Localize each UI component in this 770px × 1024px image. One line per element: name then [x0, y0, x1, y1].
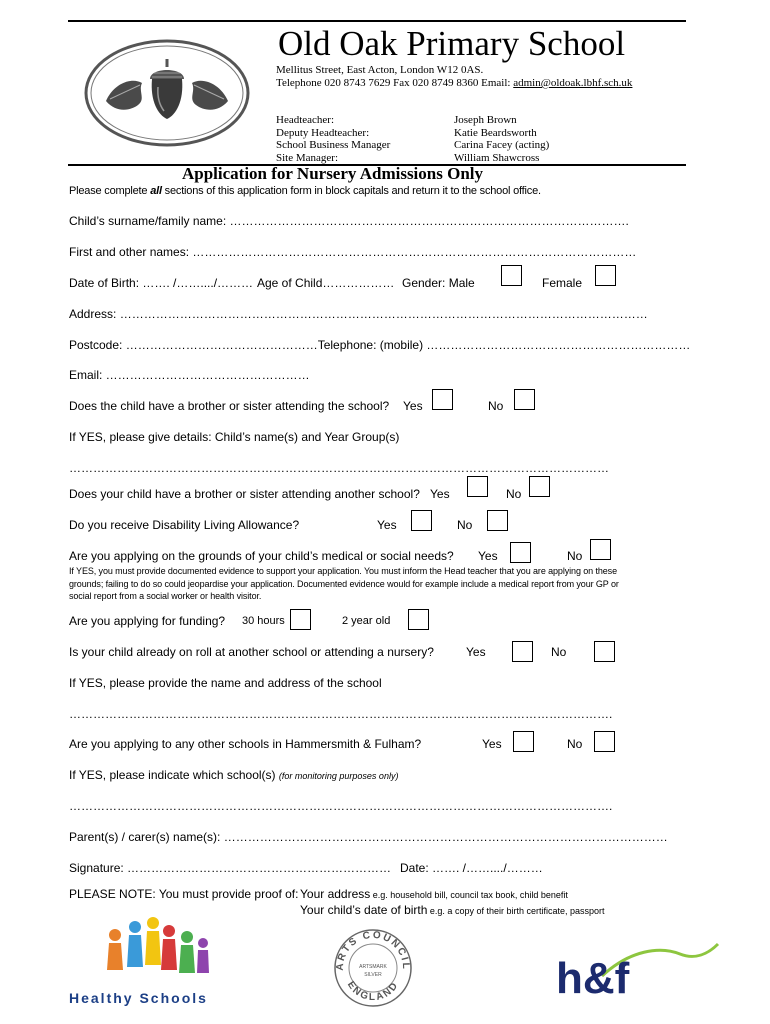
acorn-logo [84, 39, 250, 147]
artsmark-level-text: SILVER [364, 972, 382, 978]
staff-role: Site Manager: [276, 152, 339, 165]
healthy-schools-figures-icon [95, 915, 215, 990]
parents-field[interactable]: Parent(s) / carer(s) name(s): ………………………………………………………………………………………………… [69, 830, 668, 844]
medical-note-line: social report from a social worker or health visitor. [69, 591, 262, 601]
staff-name: Katie Beardsworth [454, 126, 537, 139]
sibling-no-checkbox[interactable] [514, 389, 535, 410]
on-roll-yes-checkbox[interactable] [512, 641, 533, 662]
on-roll-details-label: If YES, please provide the name and address of the school [69, 676, 382, 690]
on-roll-question: Is your child already on roll at another school or attending a nursery? [69, 645, 434, 659]
date-field[interactable]: Date: ……. /……..../……… [400, 861, 543, 875]
medical-no-checkbox[interactable] [590, 539, 611, 560]
no-label: No [567, 549, 583, 563]
form-title: Application for Nursery Admissions Only [182, 164, 484, 183]
hf-no-checkbox[interactable] [594, 731, 615, 752]
svg-text:ENGLAND [345, 979, 401, 1003]
yes-label: Yes [466, 645, 486, 659]
staff-name: Joseph Brown [454, 114, 517, 126]
dla-no-checkbox[interactable] [487, 510, 508, 531]
email-link[interactable]: admin@oldoak.lbhf.sch.uk [513, 77, 633, 89]
dob-field[interactable]: Date of Birth: ……. /……..../……… [69, 276, 254, 290]
staff-name: Carina Facey (acting) [454, 139, 550, 152]
dla-yes-checkbox[interactable] [411, 510, 432, 531]
female-checkbox[interactable] [595, 265, 616, 286]
on-roll-no-checkbox[interactable] [594, 641, 615, 662]
medical-note [69, 565, 619, 603]
artsmark-text: ARTSMARK [359, 964, 387, 970]
school-contact [276, 77, 632, 89]
staff-names [454, 114, 549, 165]
instructions-text: sections of this application form in block capitals and return it to the school office. [161, 185, 541, 197]
sibling-details-label: If YES, please give details: Child’s name(s) and Year Group(s) [69, 430, 400, 444]
funding-2-label: 2 year old [342, 615, 391, 627]
other-school-no-checkbox[interactable] [529, 476, 550, 497]
funding-question: Are you applying for funding? [69, 614, 226, 628]
hf-details-note: (for monitoring purposes only) [278, 771, 399, 781]
arts-council-bottom-text: ENGLAND [344, 979, 402, 1004]
hf-yes-checkbox[interactable] [513, 731, 534, 752]
yes-label: Yes [430, 487, 450, 501]
hf-question: Are you applying to any other schools in Hammersmith & Fulham? [69, 737, 422, 751]
postcode-phone-field[interactable]: Postcode: …………………………………………Telephone: (mobile) ………………………………………………………… [69, 338, 691, 352]
age-field[interactable]: Age of Child……………… [257, 276, 395, 290]
first-names-field[interactable]: First and other names: ………………………………………………………………………………………………… [69, 245, 637, 259]
arts-council-logo [333, 928, 413, 1008]
sibling-yes-checkbox[interactable] [432, 389, 453, 410]
school-name: Old Oak Primary School [278, 24, 626, 63]
no-label: No [506, 487, 522, 501]
no-label: No [488, 399, 504, 413]
on-roll-details-line[interactable]: ………………………………………………………………………………………………………………………. [69, 707, 613, 721]
proof-dob [300, 903, 605, 917]
contact-text: Telephone 020 8743 7629 Fax 020 8749 8360 Email: [276, 77, 514, 89]
medical-note-line: grounds; failing to do so could jeopardise your application. Documented evidence would for example include a medical report from your GP or [69, 578, 619, 589]
proof-address [300, 887, 568, 901]
proof-address-examples: e.g. household bill, council tax book, child benefit [370, 890, 568, 900]
hf-logo: h&f [556, 954, 630, 1003]
instructions-text: Please complete [69, 185, 151, 197]
dla-question: Do you receive Disability Living Allowance? [69, 518, 300, 532]
proof-address-label: Your address [300, 887, 371, 901]
sibling-details-line[interactable]: ……………………………………………………………………………………………………………………… [69, 461, 609, 475]
proof-note [69, 887, 298, 901]
proof-dob-examples: e.g. a copy of their birth certificate, passport [427, 906, 605, 916]
proof-note-label: PLEASE NOTE: You must provide proof of: [69, 887, 299, 901]
address-field[interactable]: Address: …………………………………………………………………………………………………………………… [69, 307, 648, 321]
medical-question: Are you applying on the grounds of your child’s medical or social needs? [69, 549, 454, 563]
yes-label: Yes [482, 737, 502, 751]
hf-details-label [69, 768, 398, 782]
yes-label: Yes [377, 518, 397, 532]
staff-name: William Shawcross [454, 152, 540, 165]
hf-details-text: If YES, please indicate which school(s) [69, 768, 279, 782]
medical-yes-checkbox[interactable] [510, 542, 531, 563]
top-rule [68, 20, 686, 22]
proof-dob-label: Your child’s date of birth [300, 903, 428, 917]
other-school-yes-checkbox[interactable] [467, 476, 488, 497]
funding-2-checkbox[interactable] [408, 609, 429, 630]
other-school-question: Does your child have a brother or sister attending another school? [69, 487, 420, 501]
form-instructions [69, 185, 541, 197]
medical-note-line: If YES, you must provide documented evidence to support your application. You must inform the Head teacher that you are applying on these [69, 566, 617, 576]
staff-role: Deputy Headteacher: [276, 126, 370, 139]
staff-role: Headteacher: [276, 114, 335, 126]
yes-label: Yes [478, 549, 498, 563]
no-label: No [567, 737, 583, 751]
school-address: Mellitus Street, East Acton, London W12 0AS. [276, 64, 484, 76]
hf-details-line[interactable]: ………………………………………………………………………………………………………………………. [69, 799, 613, 813]
female-label: Female [542, 276, 583, 290]
no-label: No [551, 645, 567, 659]
sibling-question: Does the child have a brother or sister attending the school? [69, 399, 390, 413]
staff-roles [276, 114, 390, 165]
funding-30-checkbox[interactable] [290, 609, 311, 630]
no-label: No [457, 518, 473, 532]
healthy-schools-logo: Healthy Schools [69, 990, 208, 1006]
staff-role: School Business Manager [276, 139, 391, 152]
gender-label: Gender: Male [402, 276, 475, 290]
funding-30-label: 30 hours [242, 615, 285, 627]
instructions-emphasis: all [150, 185, 162, 197]
yes-label: Yes [403, 399, 423, 413]
email-field[interactable]: Email: …………………………………………… [69, 368, 310, 382]
arts-council-top-text: ARTS COUNCIL [334, 929, 412, 971]
surname-field[interactable]: Child’s surname/family name: ………………………………………………………………………………………. [69, 214, 629, 228]
male-checkbox[interactable] [501, 265, 522, 286]
signature-field[interactable]: Signature: ………………………………………………………… [69, 861, 392, 875]
